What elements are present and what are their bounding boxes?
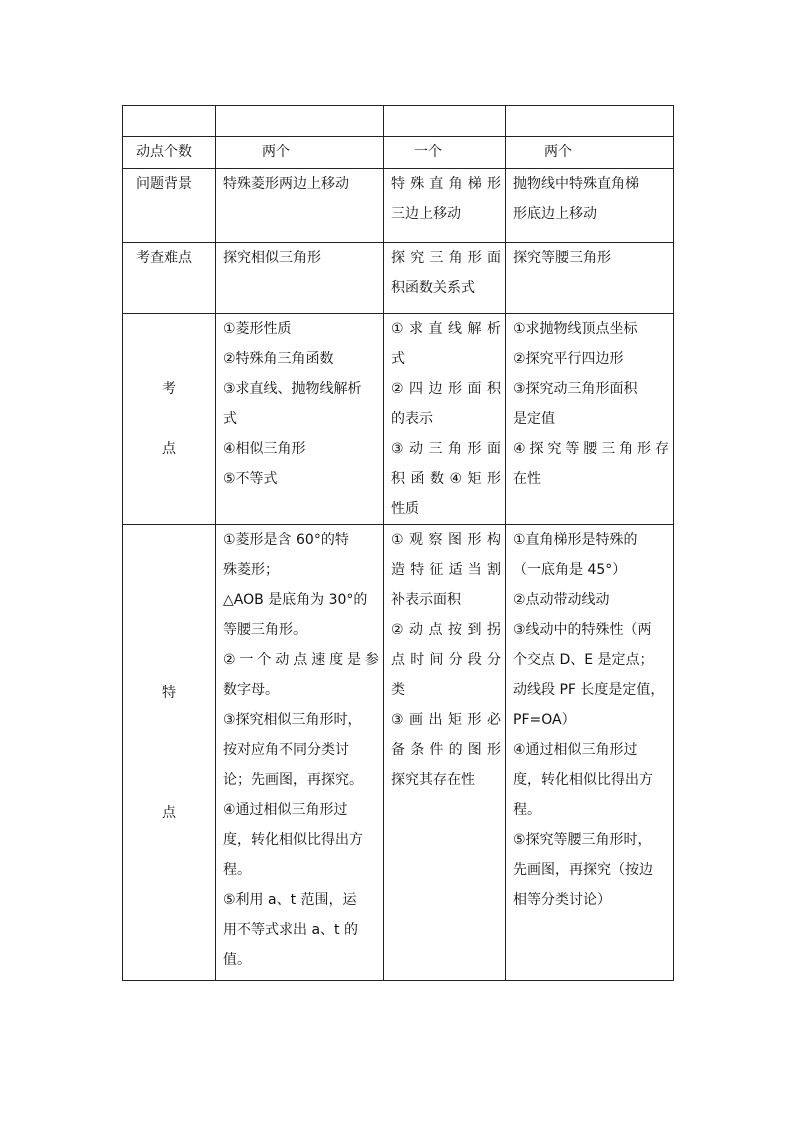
cell-difficulty-col1 — [216, 243, 384, 314]
cell-line: ⑤不等式 — [223, 471, 278, 487]
cell-count-col2 — [384, 137, 506, 169]
label-char: 点 — [162, 441, 176, 457]
cell-line: 殊菱形； — [223, 562, 279, 578]
cell-line: 特殊直角梯形 — [391, 176, 501, 192]
table-row-moving-point-count — [123, 137, 674, 169]
cell-line: ④通过相似三角形过 — [513, 742, 638, 758]
cell-line: 积函数关系式 — [391, 280, 475, 296]
cell-line: 先画图，再探究（按边 — [513, 862, 653, 878]
cell-line: 度，转化相似比得出方 — [223, 832, 363, 848]
cell-line: 造特征适当割 — [391, 562, 501, 578]
label-char: 点 — [162, 804, 176, 821]
row-label-exam-points — [123, 314, 216, 525]
row-label-key-difficulty: 考查难点 — [123, 243, 216, 314]
cell-line: 三边上移动 — [391, 206, 461, 222]
cell-line: 按对应角不同分类讨 — [223, 742, 349, 758]
cell-count-col3 — [506, 137, 674, 169]
cell-background-col1 — [216, 169, 384, 243]
cell-line: 积函数④矩形 — [391, 471, 501, 487]
table-row-features — [123, 525, 674, 981]
row-label-moving-point-count: 动点个数 — [123, 137, 216, 169]
row-label-problem-background: 问题背景 — [123, 169, 216, 243]
cell-points-col2 — [384, 314, 506, 525]
cell-line: 形底边上移动 — [513, 206, 597, 222]
cell-line: ⑤探究等腰三角形时， — [513, 832, 652, 848]
cell-line: ③线动中的特殊性（两 — [513, 622, 652, 638]
label-char: 考 — [162, 381, 176, 397]
cell-background-col3 — [506, 169, 674, 243]
cell-line: ①观察图形构 — [391, 532, 501, 548]
analysis-table — [122, 105, 674, 981]
cell-line: 探究等腰三角形 — [513, 250, 611, 266]
cell-line: 类 — [391, 682, 405, 698]
header-cell-1 — [123, 106, 216, 137]
table-row-exam-points — [123, 314, 674, 525]
cell-line: ②四边形面积 — [391, 381, 501, 397]
cell-difficulty-col3 — [506, 243, 674, 314]
cell-line: ②探究平行四边形 — [513, 351, 624, 367]
cell-line: ②一个动点速度是参 — [223, 652, 379, 668]
cell-line: 点时间分段分 — [391, 652, 501, 668]
cell-line: 度，转化相似比得出方 — [513, 772, 653, 788]
cell-text: 两个 — [544, 144, 572, 160]
table-row-problem-background — [123, 169, 674, 243]
cell-line: 用不等式求出 a、t 的 — [223, 922, 358, 938]
cell-line: ②点动带动线动 — [513, 592, 610, 608]
cell-line: ④相似三角形 — [223, 441, 306, 457]
cell-text: 两个 — [262, 144, 290, 160]
cell-line: ②特殊角三角函数 — [223, 351, 334, 367]
cell-line: 值。 — [223, 952, 251, 968]
cell-line: ①求直线解析 — [391, 321, 501, 337]
cell-line: 抛物线中特殊直角梯 — [513, 176, 639, 192]
cell-line: 论；先画图，再探究。 — [223, 772, 363, 788]
cell-features-col1 — [216, 525, 384, 981]
label-char: 特 — [162, 684, 176, 701]
cell-line: PF=OA） — [513, 712, 576, 728]
table-row-key-difficulty — [123, 243, 674, 314]
cell-line: 数字母。 — [223, 682, 279, 698]
cell-line: ④探究等腰三角形存 — [513, 441, 669, 457]
cell-line: 探究其存在性 — [391, 772, 475, 788]
cell-line: 等腰三角形。 — [223, 622, 307, 638]
header-cell-2 — [216, 106, 384, 137]
header-cell-3 — [384, 106, 506, 137]
cell-line: 性质 — [391, 501, 419, 517]
cell-line: ③求直线、抛物线解析 — [223, 381, 362, 397]
cell-line: △AOB 是底角为 30°的 — [223, 592, 368, 608]
cell-line: ③画出矩形必 — [391, 712, 501, 728]
cell-features-col2 — [384, 525, 506, 981]
cell-line: 个交点 D、E 是定点； — [513, 652, 654, 668]
cell-line: 程。 — [513, 802, 541, 818]
cell-line: ③动三角形面 — [391, 441, 501, 457]
cell-line: 的表示 — [391, 411, 433, 427]
cell-line: ③探究相似三角形时， — [223, 712, 362, 728]
cell-line: 在性 — [513, 471, 541, 487]
cell-line: 程。 — [223, 862, 251, 878]
cell-line: ①菱形是含 60°的特 — [223, 532, 349, 548]
cell-line: 相等分类讨论） — [513, 892, 611, 908]
cell-points-col1 — [216, 314, 384, 525]
cell-features-col3 — [506, 525, 674, 981]
table-header-row — [123, 106, 674, 137]
cell-line: ①菱形性质 — [223, 321, 292, 337]
cell-background-col2 — [384, 169, 506, 243]
cell-line: 式 — [391, 351, 405, 367]
cell-text: 一个 — [414, 144, 442, 160]
cell-line: ①求抛物线顶点坐标 — [513, 321, 638, 337]
cell-line: 是定值 — [513, 411, 555, 427]
cell-line: 特殊菱形两边上移动 — [223, 176, 349, 192]
cell-line: ①直角梯形是特殊的 — [513, 532, 638, 548]
cell-points-col3 — [506, 314, 674, 525]
cell-line: （一底角是 45°） — [513, 562, 627, 578]
cell-line: 式 — [223, 411, 237, 427]
header-cell-4 — [506, 106, 674, 137]
cell-line: 补表示面积 — [391, 592, 461, 608]
cell-line: 探究相似三角形 — [223, 250, 321, 266]
cell-line: ③探究动三角形面积 — [513, 381, 638, 397]
row-label-features — [123, 525, 216, 981]
cell-line: 备条件的图形 — [391, 742, 501, 758]
cell-line: ④通过相似三角形过 — [223, 802, 348, 818]
cell-line: 探究三角形面 — [391, 250, 501, 266]
cell-difficulty-col2 — [384, 243, 506, 314]
cell-line: ⑤利用 a、t 范围，运 — [223, 892, 357, 908]
cell-line: 动线段 PF 长度是定值， — [513, 682, 665, 698]
cell-count-col1 — [216, 137, 384, 169]
cell-line: ②动点按到拐 — [391, 622, 501, 638]
